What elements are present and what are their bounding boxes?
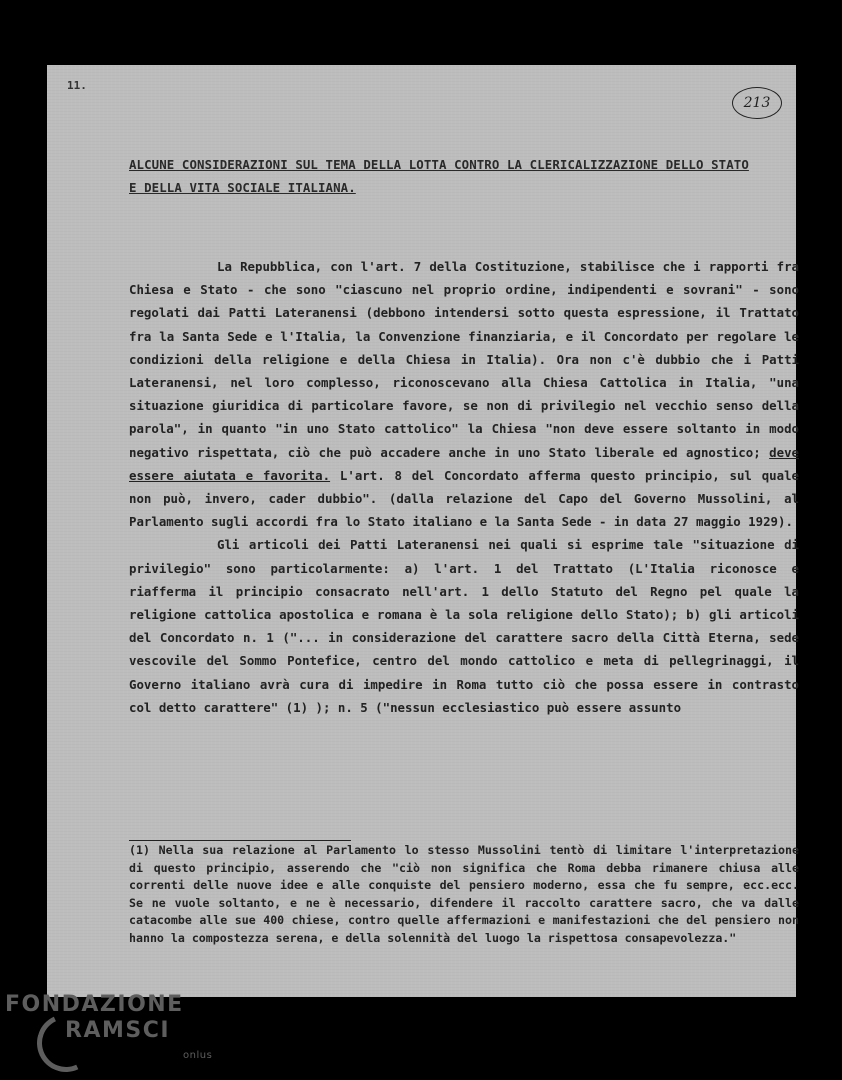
fondazione-gramsci-logo [5,992,215,1077]
logo-line-2: RAMSCI [65,1018,171,1043]
paragraph-1 [129,255,799,533]
document-title: ALCUNE CONSIDERAZIONI SUL TEMA DELLA LOTTA CONTRO LA CLERICALIZZAZIONE DELLO STATO E DELLA VITA SOCIALE ITALIANA. [129,157,749,195]
document-body [129,255,799,719]
footnote: (1) Nella sua relazione al Parlamento lo stesso Mussolini tentò di limitare l'interpretazione di questo principio, asserendo che "ciò non significa che Roma debba rimanere chiusa alle correnti delle nuove idee e alle conquiste del pensiero moderno, essa che fu sempre, ecc.ecc. Se ne vuole soltanto, e ne è necessario, difendere il raccolto carattere sacro, che va dalle catacombe alle sue 400 chiese, contro quelle affermazioni e manifestazioni che del pensiero non hanno la compostezza serena, e della solennità del luogo la rispettosa consapevolezza." [129,843,799,945]
document-page [47,65,799,997]
corner-mark: 11. [67,79,87,92]
logo-line-1: FONDAZIONE [5,992,184,1017]
paragraph-1-main: La Repubblica, con l'art. 7 della Costituzione, stabilisce che i rapporti fra Chiesa e Stato - che sono "ciascuno nel proprio ordine, indipendenti e sovrani" - sono regolati dai Patti Lateranensi (debbono intendersi sotto questa espressione, il Trattato fra la Santa Sede e l'Italia, la Convenzione finanziaria, e il Concordato per regolare le condizioni della religione e della Chiesa in Italia). Ora non c'è dubbio che i Patti Lateranensi, nel loro complesso, riconoscevano alla Chiesa Cattolica in Italia, "una situazione giuridica di particolare favore, se non di privilegio nel vecchio senso della parola", in quanto "in uno Stato cattolico" la Chiesa "non deve essere soltanto in modo negativo rispettata, ciò che può accadere anche in uno Stato liberale ed agnostico; [129,259,799,460]
page-number-label: 213 [743,95,771,111]
paragraph-1-end: L'art. 8 del Concordato afferma questo principio, sul quale non può, invero, cader dubbio". (dalla relazione del Capo del Governo Mussolini, al Parlamento sugli accordi fra lo Stato italiano e la Santa Sede - in data 27 maggio 1929). [129,467,799,530]
page-number [732,87,782,119]
paragraph-1-emphasis: deve essere aiutata e favorita. [129,444,799,483]
paragraph-2: Gli articoli dei Patti Lateranensi nei quali si esprime tale "situazione di privilegio" sono particolarmente: a) l'art. 1 del Trattato (L'Italia riconosce e riafferma il principio consacrato nell'art. 1 dello Statuto del Regno pel quale la religione cattolica apostolica e romana è la sola religione dello Stato); b) gli articoli del Concordato n. 1 ("... in considerazione del carattere sacro della Città Eterna, sede vescovile del Sommo Pontefice, centro del mondo cattolico e meta di pellegrinaggi, il Governo italiano avrà cura di impedire in Roma tutto ciò che possa essere in contrasto col detto carattere" (1) ); n. 5 ("nessun ecclesiastico può essere assunto [129,537,799,715]
logo-line-3: onlus [183,1050,213,1061]
footnote-divider [129,840,351,841]
